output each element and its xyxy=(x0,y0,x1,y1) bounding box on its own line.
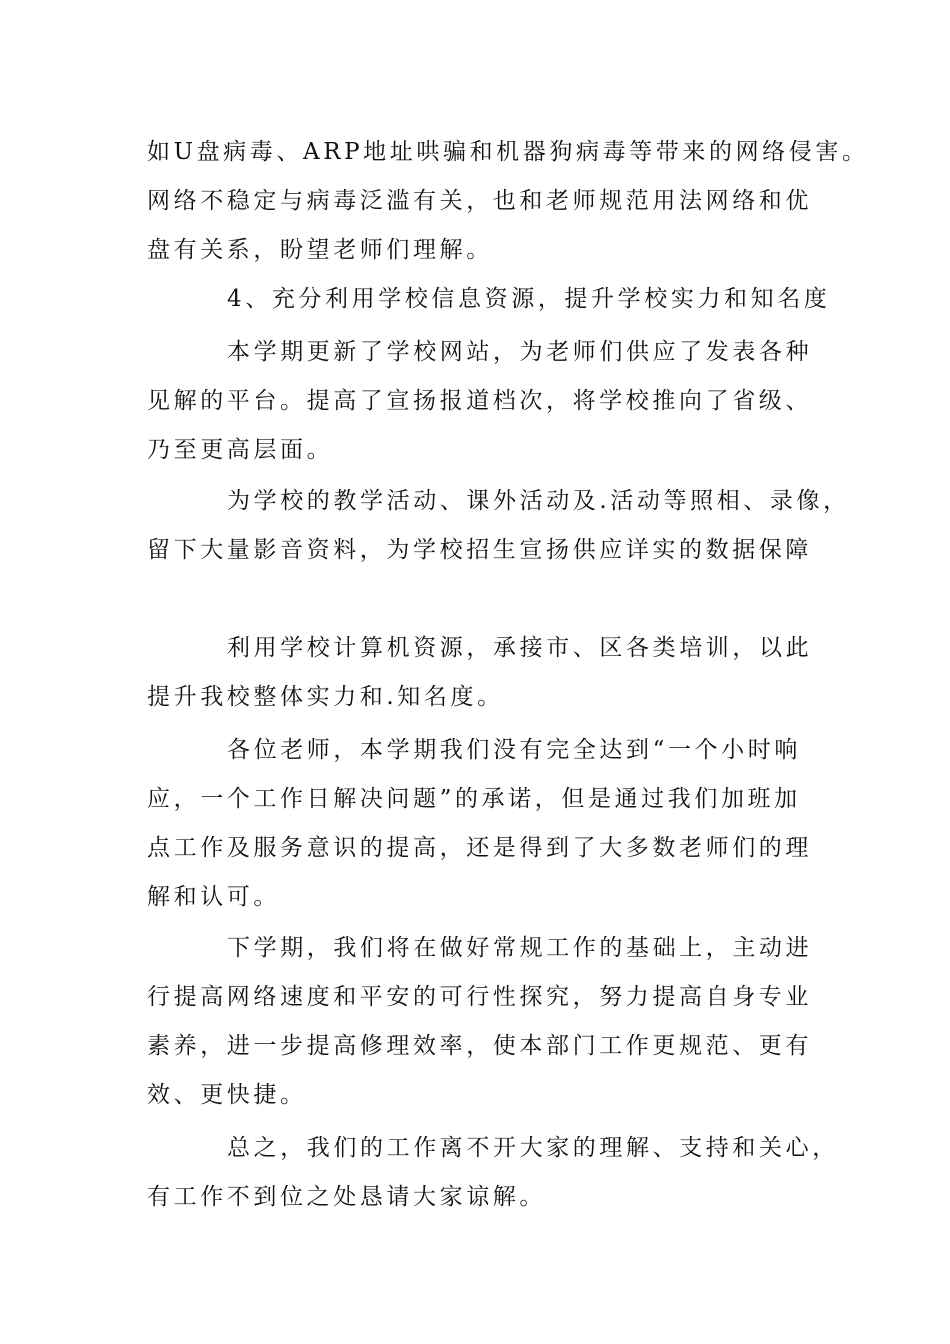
text-line-8: 为学校的教学活动、课外活动及.活动等照相、录像， xyxy=(227,488,850,514)
text-line-2: 网络不稳定与病毒泛滥有关，也和老师规范用法网络和优 xyxy=(147,188,812,214)
text-line-13: 应，一个工作日解决问题”的承诺，但是通过我们加班加 xyxy=(147,786,801,812)
text-line-15: 解和认可。 xyxy=(147,884,280,910)
text-line-21: 有工作不到位之处恳请大家谅解。 xyxy=(147,1184,546,1210)
text-line-9: 留下大量影音资料，为学校招生宣扬供应详实的数据保障 xyxy=(147,537,812,563)
text-line-17: 行提高网络速度和平安的可行性探究，努力提高自身专业 xyxy=(147,984,812,1010)
text-line-20: 总之，我们的工作离不开大家的理解、支持和关心， xyxy=(227,1135,839,1161)
text-line-6: 见解的平台。提高了宣扬报道档次，将学校推向了省级、 xyxy=(147,388,812,414)
text-line-14: 点工作及服务意识的提高，还是得到了大多数老师们的理 xyxy=(147,835,812,861)
section-heading: 4、充分利用学校信息资源，提升学校实力和知名度 xyxy=(227,286,831,312)
text-line-16: 下学期，我们将在做好常规工作的基础上，主动进 xyxy=(227,935,813,961)
text-line-10: 利用学校计算机资源，承接市、区各类培训，以此 xyxy=(227,635,813,661)
text-line-11: 提升我校整体实力和.知名度。 xyxy=(147,684,504,710)
text-line-7: 乃至更高层面。 xyxy=(147,437,334,463)
text-line-18: 素养，进一步提高修理效率，使本部门工作更规范、更有 xyxy=(147,1033,812,1059)
text-line-19: 效、更快捷。 xyxy=(147,1082,307,1108)
text-line-5: 本学期更新了学校网站，为老师们供应了发表各种 xyxy=(227,339,813,365)
text-line-3: 盘有关系，盼望老师们理解。 xyxy=(147,237,493,263)
text-line-1: 如U盘病毒、ARP地址哄骗和机器狗病毒等带来的网络侵害。 xyxy=(147,139,869,165)
text-line-12: 各位老师，本学期我们没有完全达到“一个小时响 xyxy=(227,737,801,763)
